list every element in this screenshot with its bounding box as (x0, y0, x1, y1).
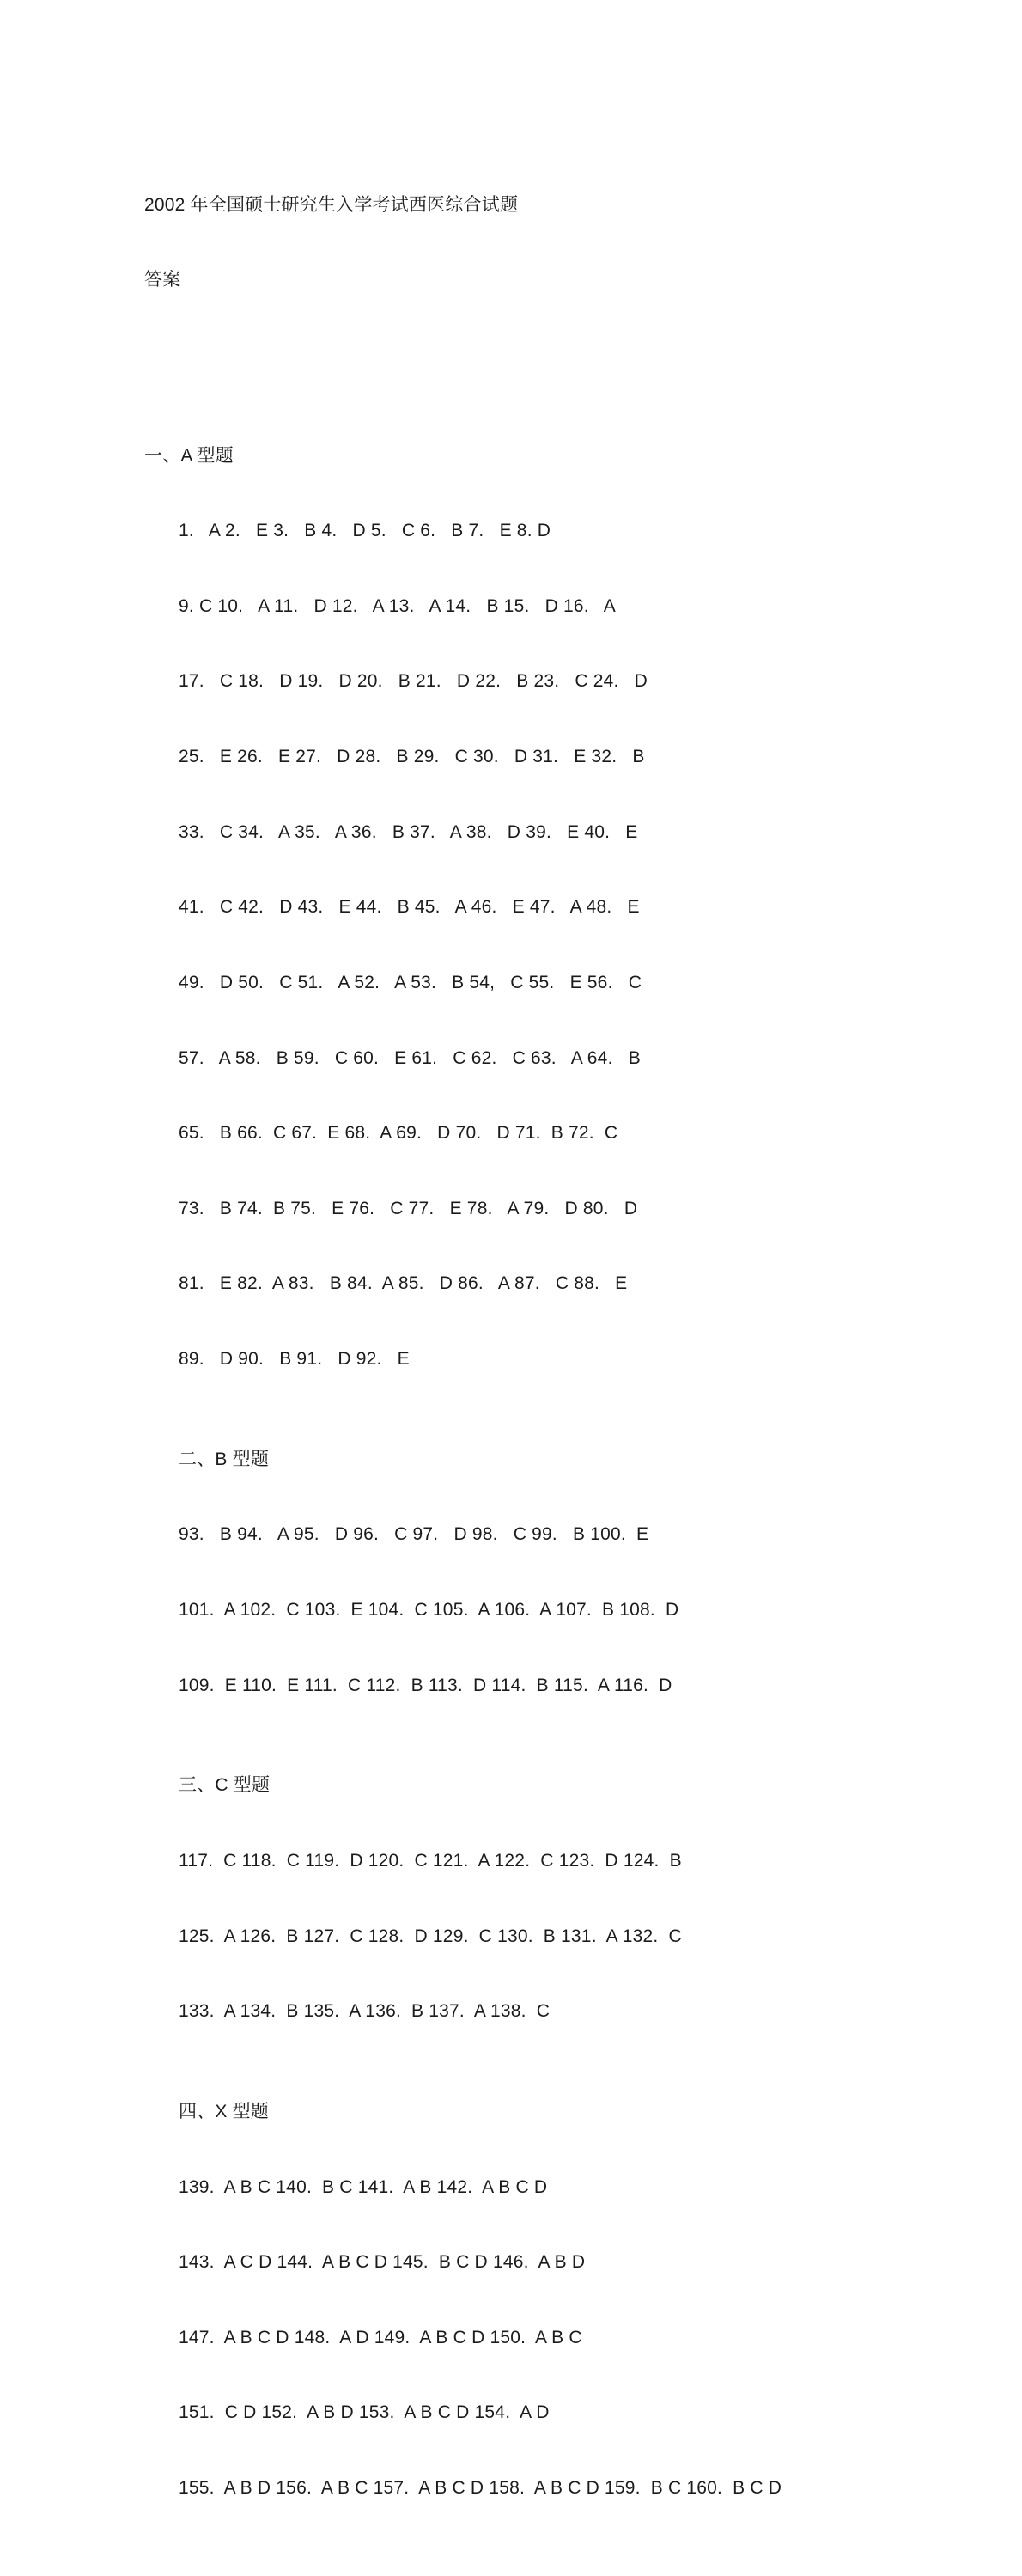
answer-line: 133. A 134. B 135. A 136. B 137. A 138. C (179, 2001, 551, 2022)
blank-line (144, 343, 900, 368)
answer-line: 93. B 94. A 95. D 96. C 97. D 98. C 99. B 100. E (179, 1524, 649, 1545)
answer-line: 147. A B C D 148. A D 149. A B C D 150. A B C (179, 2327, 582, 2347)
answer-line: 155. A B D 156. A B C 157. A B C D 158. A B C D 159. B C 160. B C D (179, 2478, 782, 2499)
answer-line: 151. C D 152. A B D 153. A B C D 154. A D (179, 2402, 550, 2423)
section-heading-c: 三、C 型题 (179, 1775, 271, 1796)
answer-line: 57. A 58. B 59. C 60. E 61. C 62. C 63. A 64. B (179, 1047, 641, 1068)
answer-line: 101. A 102. C 103. E 104. C 105. A 106. A 107. B 108. D (179, 1599, 679, 1620)
answer-line: 65. B 66. C 67. E 68. A 69. D 70. D 71. B 72. C (179, 1123, 618, 1144)
answer-line: 139. A B C 140. B C 141. A B 142. A B C D (179, 2176, 548, 2197)
answer-line: 143. A C D 144. A B C D 145. B C D 146. A B D (179, 2252, 586, 2273)
section-heading-b: 二、B 型题 (179, 1449, 270, 1469)
answer-line: 33. C 34. A 35. A 36. B 37. A 38. D 39. E 40. E (179, 821, 638, 842)
answer-line: 125. A 126. B 127. C 128. D 129. C 130. B 131. A 132. C (179, 1926, 682, 1946)
answer-line: 25. E 26. E 27. D 28. B 29. C 30. D 31. E 32. B (179, 747, 645, 767)
section-heading-x: 四、X 型题 (179, 2102, 270, 2122)
answer-line: 9. C 10. A 11. D 12. A 13. A 14. B 15. D 16. A (179, 595, 616, 616)
answer-line: 117. C 118. C 119. D 120. C 121. A 122. C 123. D 124. B (179, 1851, 682, 1871)
document-title: 2002 年全国硕士研究生入学考试西医综合试题 (144, 194, 519, 215)
section-heading-a: 一、A 型题 (144, 445, 234, 466)
answer-line: 17. C 18. D 19. D 20. B 21. D 22. B 23. C 24. D (179, 671, 648, 692)
answer-line: 1. A 2. E 3. B 4. D 5. C 6. B 7. E 8. D (179, 521, 551, 541)
answer-line: 109. E 110. E 111. C 112. B 113. D 114. B 115. A 116. D (179, 1675, 672, 1695)
answer-key-content (144, 117, 900, 2576)
answer-line: 89. D 90. B 91. D 92. E (179, 1348, 410, 1369)
answer-line: 73. B 74. B 75. E 76. C 77. E 78. A 79. D 80. D (179, 1198, 638, 1218)
answer-line: 49. D 50. C 51. A 52. A 53. B 54, C 55. E 56. C (179, 972, 642, 992)
answer-line: 81. E 82. A 83. B 84. A 85. D 86. A 87. C 88. E (179, 1273, 628, 1294)
document-subtitle: 答案 (144, 270, 181, 290)
answer-line: 41. C 42. D 43. E 44. B 45. A 46. E 47. A 48. E (179, 897, 640, 918)
